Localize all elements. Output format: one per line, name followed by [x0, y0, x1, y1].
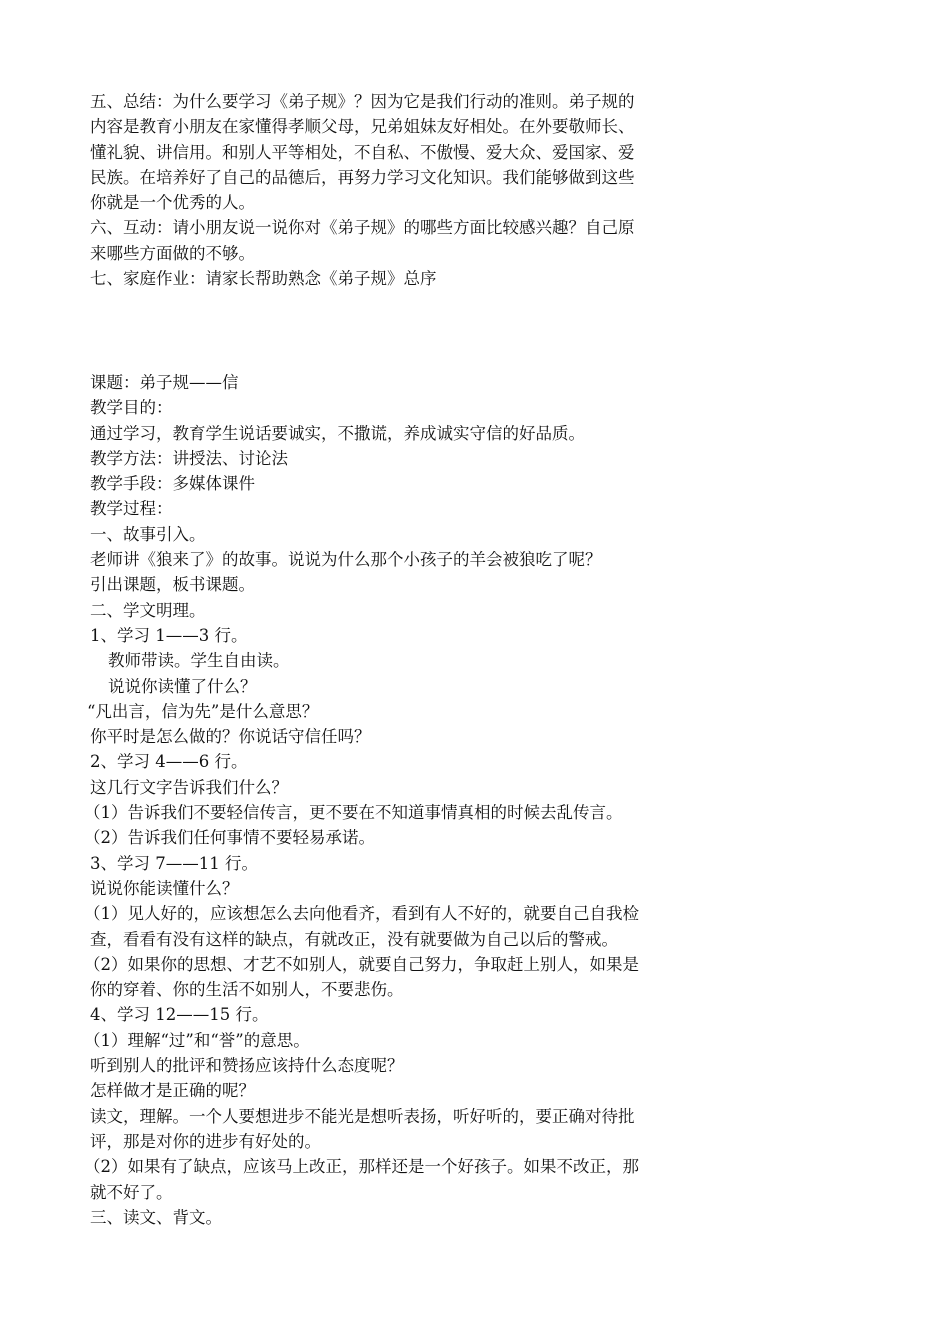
text-line: 六、互动：请小朋友说一说你对《弟子规》的哪些方面比较感兴趣？自己原 [90, 218, 635, 238]
text-line: （1）见人好的，应该想怎么去向他看齐，看到有人不好的，就要自己自我检 [84, 904, 639, 924]
text-line: （2）告诉我们任何事情不要轻易承诺。 [84, 828, 375, 848]
text-line: 4、学习 12——15 行。 [90, 1005, 269, 1025]
text-line: 你平时是怎么做的？你说话守信任吗？ [90, 727, 371, 747]
text-line: 1、学习 1——3 行。 [90, 625, 248, 645]
text-line: （2）如果你的思想、才艺不如别人，就要自己努力，争取赶上别人，如果是 [84, 954, 639, 974]
text-line: （2）如果有了缺点，应该马上改正，那样还是一个好孩子。如果不改正，那 [84, 1157, 639, 1177]
lesson-title: 课题：弟子规——信 [90, 373, 239, 392]
text-line: （1）理解“过”和“誉”的意思。 [84, 1030, 310, 1050]
text-line: 一、故事引入。 [90, 524, 206, 544]
text-line: 你就是一个优秀的人。 [90, 193, 255, 213]
text-line: 三、读文、背文。 [90, 1207, 222, 1227]
text-line: 这几行文字告诉我们什么？ [90, 777, 288, 797]
text-line: 内容是教育小朋友在家懂得孝顺父母，兄弟姐妹友好相处。在外要敬师长、 [90, 117, 635, 137]
text-line: 教学方法：讲授法、讨论法 [90, 448, 288, 468]
text-line: 读文，理解。一个人要想进步不能光是想听表扬，听好听的，要正确对待批 [90, 1106, 635, 1126]
text-line: 懂礼貌、讲信用。和别人平等相处，不自私、不傲慢、爱大众、爱国家、爱 [90, 142, 635, 162]
text-line: 评，那是对你的进步有好处的。 [90, 1131, 321, 1151]
text-line: （1）告诉我们不要轻信传言，更不要在不知道事情真相的时候去乱传言。 [84, 803, 623, 823]
text-line: 说说你能读懂什么？ [90, 878, 239, 898]
lesson-section [84, 370, 740, 1230]
text-line: 你的穿着、你的生活不如别人，不要悲伤。 [90, 980, 404, 1000]
text-line: 民族。在培养好了自己的品德后，再努力学习文化知识。我们能够做到这些 [90, 167, 635, 187]
text-line: 2、学习 4——6 行。 [90, 752, 248, 772]
text-line: 通过学习，教育学生说话要诚实，不撒谎，养成诚实守信的好品质。 [90, 423, 585, 443]
text-line: 3、学习 7——11 行。 [90, 853, 258, 873]
text-line: 来哪些方面做的不够。 [90, 243, 255, 263]
text-line: 教学目的： [90, 398, 173, 418]
text-line: 说说你读懂了什么？ [108, 676, 257, 696]
text-line: 听到别人的批评和赞扬应该持什么态度呢？ [90, 1056, 404, 1076]
text-line: 就不好了。 [90, 1182, 173, 1202]
text-line: 五、总结：为什么要学习《弟子规》？因为它是我们行动的准则。弟子规的 [90, 92, 635, 111]
text-line: 教学过程： [90, 499, 173, 519]
summary-section [90, 89, 740, 291]
text-line: 老师讲《狼来了》的故事。说说为什么那个小孩子的羊会被狼吃了呢？ [90, 550, 602, 570]
text-line: “凡出言，信为先”是什么意思？ [87, 701, 319, 721]
text-line: 引出课题，板书课题。 [90, 575, 255, 595]
text-line: 二、学文明理。 [90, 600, 206, 620]
text-line: 怎样做才是正确的呢？ [90, 1081, 255, 1101]
text-line: 教学手段：多媒体课件 [90, 474, 255, 494]
text-line: 查，看看有没有这样的缺点，有就改正，没有就要做为自己以后的警戒。 [90, 929, 618, 949]
text-line: 教师带读。学生自由读。 [108, 651, 290, 671]
text-line: 七、家庭作业：请家长帮助熟念《弟子规》总序 [90, 269, 437, 289]
